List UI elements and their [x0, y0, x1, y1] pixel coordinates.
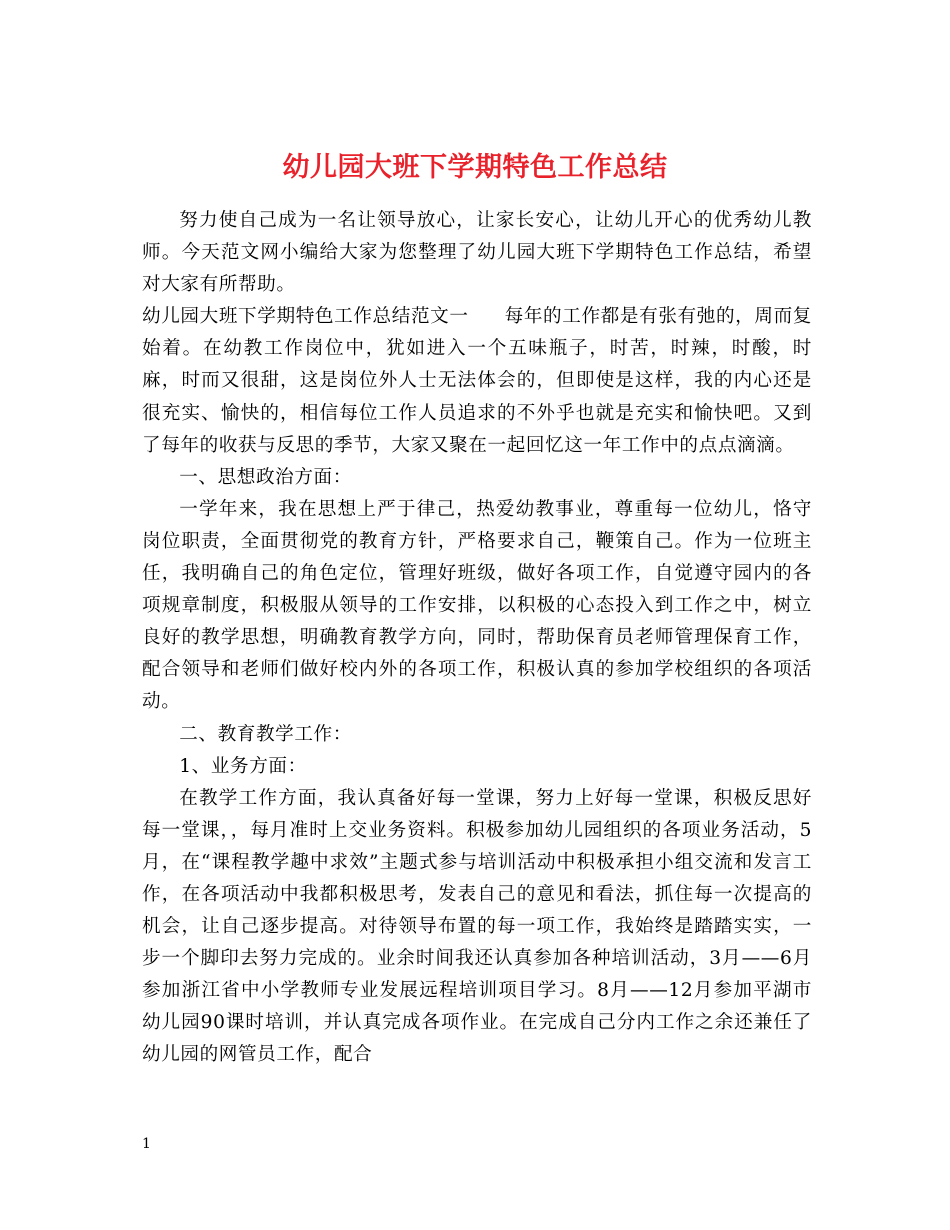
section-heading-politics: 一、思想政治方面：	[179, 466, 352, 488]
sample-paragraph	[142, 301, 812, 461]
section-heading-teaching: 二、教育教学工作：	[179, 723, 352, 745]
subsection-heading-business: 1、业务方面：	[179, 755, 307, 777]
subsection-text-business: 在教学工作方面，我认真备好每一堂课，努力上好每一堂课，积极反思好每一堂课，，每月准时上交业务资料。积极参加幼儿园组织的各项业务活动，5月，在“课程教学趣中求效”主题式参与培训活动中积极承担小组交流和发言工作，在各项活动中我都积极思考，发表自己的意见和看法，抓住每一次提高的机会，让自己逐步提高。对待领导布置的每一项工作，我始终是踏踏实实，一步一个脚印去努力完成的。业余时间我还认真参加各种培训活动，3月——6月参加浙江省中小学教师专业发展远程培训项目学习。8月——12月参加平湖市幼儿园90课时培训，并认真完成各项作业。在完成自己分内工作之余还兼任了幼儿园的网管员工作，配合	[142, 787, 812, 1066]
document-title: 幼儿园大班下学期特色工作总结	[282, 152, 668, 184]
section-text-politics: 一学年来，我在思想上严于律己，热爱幼教事业，尊重每一位幼儿，恪守岗位职责，全面贯彻党的教育方针，严格要求自己，鞭策自己。作为一位班主任，我明确自己的角色定位，管理好班级，做好各项工作，自觉遵守园内的各项规章制度，积极服从领导的工作安排，以积极的心态投入到工作之中，树立良好的教学思想，明确教育教学方向，同时，帮助保育员老师管理保育工作，配合领导和老师们做好校内外的各项工作，积极认真的参加学校组织的各项活动。	[142, 498, 812, 713]
sample-heading: 幼儿园大班下学期特色工作总结范文一	[142, 306, 469, 328]
sample-opening-text: 每年的工作都是有张有弛的，周而复始着。在幼教工作岗位中，犹如进入一个五味瓶子，时苦，时辣，时酸，时麻，时而又很甜，这是岗位外人士无法体会的，但即使是这样，我的内心还是很充实、愉快的，相信每位工作人员追求的不外乎也就是充实和愉快吧。又到了每年的收获与反思的季节，大家又聚在一起回忆这一年工作中的点点滴滴。	[142, 306, 812, 456]
document-body	[142, 205, 812, 1072]
page-number: 1	[142, 1136, 151, 1152]
intro-paragraph: 努力使自己成为一名让领导放心，让家长安心，让幼儿开心的优秀幼儿教师。今天范文网小编给大家为您整理了幼儿园大班下学期特色工作总结，希望对大家有所帮助。	[142, 210, 812, 296]
